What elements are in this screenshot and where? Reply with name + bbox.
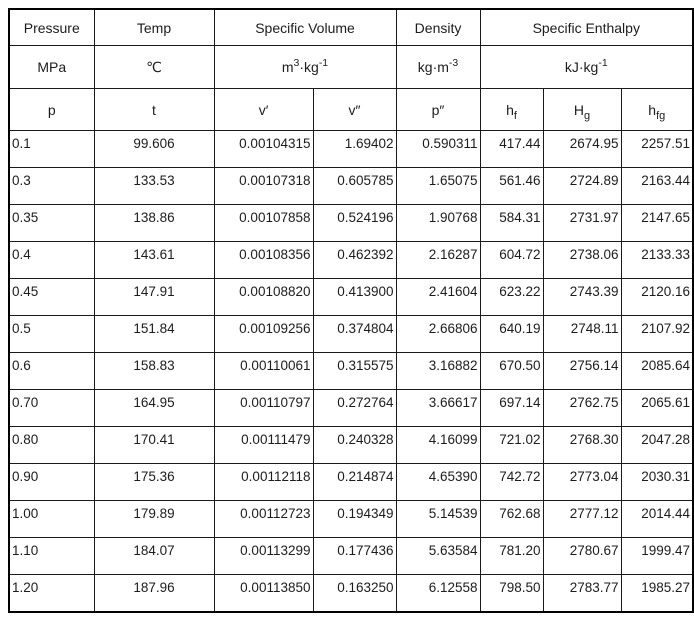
cell-v-prime: 0.00112723 — [214, 501, 313, 538]
col-header-density: Density — [396, 9, 480, 46]
cell-v-double-prime: 0.240328 — [313, 427, 396, 464]
unit-volume-sup2: -1 — [318, 57, 329, 69]
cell-p: 0.4 — [9, 242, 94, 279]
cell-hfg: 2107.92 — [621, 316, 693, 353]
unit-volume-base2: ·kg — [299, 59, 319, 75]
cell-hg: 2783.77 — [543, 575, 621, 612]
cell-hfg: 2047.28 — [621, 427, 693, 464]
cell-rho-double-prime: 0.590311 — [396, 131, 480, 168]
symbol-rho-double-prime: p″ — [396, 89, 480, 131]
unit-temp: ℃ — [94, 46, 214, 89]
cell-hf: 640.19 — [480, 316, 543, 353]
table-row — [9, 501, 693, 538]
symbol-hf — [480, 89, 543, 131]
cell-v-double-prime: 0.163250 — [313, 575, 396, 612]
cell-rho-double-prime: 1.90768 — [396, 205, 480, 242]
cell-p: 0.35 — [9, 205, 94, 242]
cell-hf: 584.31 — [480, 205, 543, 242]
unit-pressure: MPa — [9, 46, 94, 89]
cell-rho-double-prime: 4.65390 — [396, 464, 480, 501]
unit-density-base: kg·m — [417, 59, 449, 75]
table-row — [9, 316, 693, 353]
cell-hf: 798.50 — [480, 575, 543, 612]
cell-p: 0.90 — [9, 464, 94, 501]
col-header-pressure: Pressure — [9, 9, 94, 46]
unit-volume-sup1: 3 — [293, 57, 300, 69]
cell-v-prime: 0.00108820 — [214, 279, 313, 316]
cell-t: 99.606 — [94, 131, 214, 168]
cell-hfg: 2147.65 — [621, 205, 693, 242]
cell-hg: 2756.14 — [543, 353, 621, 390]
cell-hfg: 2030.31 — [621, 464, 693, 501]
cell-hf: 561.46 — [480, 168, 543, 205]
cell-p: 0.45 — [9, 279, 94, 316]
cell-hg: 2780.67 — [543, 538, 621, 575]
cell-hfg: 2257.51 — [621, 131, 693, 168]
unit-density-sup: -3 — [448, 57, 459, 69]
cell-v-prime: 0.00107858 — [214, 205, 313, 242]
symbol-hfg-sub: fg — [656, 109, 666, 122]
header-row-units — [9, 46, 693, 89]
cell-t: 179.89 — [94, 501, 214, 538]
cell-v-prime: 0.00113850 — [214, 575, 313, 612]
symbol-hfg — [621, 89, 693, 131]
cell-hf: 670.50 — [480, 353, 543, 390]
col-header-specific-enthalpy: Specific Enthalpy — [480, 9, 693, 46]
cell-rho-double-prime: 2.16287 — [396, 242, 480, 279]
cell-t: 147.91 — [94, 279, 214, 316]
cell-p: 1.10 — [9, 538, 94, 575]
cell-hg: 2762.75 — [543, 390, 621, 427]
table-row — [9, 464, 693, 501]
cell-hg: 2768.30 — [543, 427, 621, 464]
cell-v-prime: 0.00110061 — [214, 353, 313, 390]
cell-hg: 2674.95 — [543, 131, 621, 168]
cell-hf: 623.22 — [480, 279, 543, 316]
symbol-v-double-prime: v″ — [313, 89, 396, 131]
cell-v-double-prime: 0.272764 — [313, 390, 396, 427]
table-row — [9, 242, 693, 279]
cell-t: 184.07 — [94, 538, 214, 575]
cell-v-double-prime: 0.462392 — [313, 242, 396, 279]
cell-hg: 2748.11 — [543, 316, 621, 353]
cell-t: 143.61 — [94, 242, 214, 279]
cell-hfg: 2014.44 — [621, 501, 693, 538]
symbol-hfg-base: h — [648, 101, 657, 118]
cell-hf: 417.44 — [480, 131, 543, 168]
cell-hfg: 2065.61 — [621, 390, 693, 427]
cell-hf: 762.68 — [480, 501, 543, 538]
symbol-hg-base: H — [573, 101, 585, 118]
cell-v-prime: 0.00104315 — [214, 131, 313, 168]
cell-rho-double-prime: 2.41604 — [396, 279, 480, 316]
col-header-temp: Temp — [94, 9, 214, 46]
cell-rho-double-prime: 5.14539 — [396, 501, 480, 538]
table-row — [9, 390, 693, 427]
symbol-hf-sub: f — [513, 109, 517, 122]
cell-v-double-prime: 1.69402 — [313, 131, 396, 168]
cell-hf: 604.72 — [480, 242, 543, 279]
cell-v-prime: 0.00107318 — [214, 168, 313, 205]
table-row — [9, 131, 693, 168]
cell-p: 0.5 — [9, 316, 94, 353]
symbol-v-prime: v′ — [214, 89, 313, 131]
cell-hfg: 2120.16 — [621, 279, 693, 316]
cell-t: 187.96 — [94, 575, 214, 612]
cell-v-double-prime: 0.194349 — [313, 501, 396, 538]
cell-p: 0.80 — [9, 427, 94, 464]
table-row — [9, 205, 693, 242]
cell-rho-double-prime: 5.63584 — [396, 538, 480, 575]
cell-p: 0.3 — [9, 168, 94, 205]
cell-rho-double-prime: 3.16882 — [396, 353, 480, 390]
table-row — [9, 279, 693, 316]
cell-v-double-prime: 0.605785 — [313, 168, 396, 205]
cell-v-double-prime: 0.524196 — [313, 205, 396, 242]
table-row — [9, 575, 693, 612]
cell-p: 0.6 — [9, 353, 94, 390]
cell-hg: 2738.06 — [543, 242, 621, 279]
cell-hfg: 2085.64 — [621, 353, 693, 390]
cell-t: 164.95 — [94, 390, 214, 427]
cell-v-double-prime: 0.177436 — [313, 538, 396, 575]
header-row-symbols — [9, 89, 693, 131]
header-row-titles — [9, 9, 693, 46]
cell-v-double-prime: 0.214874 — [313, 464, 396, 501]
cell-hf: 697.14 — [480, 390, 543, 427]
cell-v-prime: 0.00112118 — [214, 464, 313, 501]
table-row — [9, 353, 693, 390]
cell-t: 133.53 — [94, 168, 214, 205]
cell-rho-double-prime: 3.66617 — [396, 390, 480, 427]
cell-hfg: 2163.44 — [621, 168, 693, 205]
cell-hg: 2731.97 — [543, 205, 621, 242]
cell-rho-double-prime: 6.12558 — [396, 575, 480, 612]
cell-t: 175.36 — [94, 464, 214, 501]
cell-hg: 2724.89 — [543, 168, 621, 205]
cell-hf: 742.72 — [480, 464, 543, 501]
cell-hg: 2777.12 — [543, 501, 621, 538]
col-header-specific-volume: Specific Volume — [214, 9, 396, 46]
table-row — [9, 168, 693, 205]
cell-v-double-prime: 0.315575 — [313, 353, 396, 390]
unit-volume-base1: m — [281, 59, 294, 75]
cell-p: 0.1 — [9, 131, 94, 168]
table-row — [9, 538, 693, 575]
cell-p: 0.70 — [9, 390, 94, 427]
symbol-hg-sub: g — [584, 109, 591, 122]
unit-enthalpy-base: kJ·kg — [564, 59, 599, 75]
unit-specific-volume — [214, 46, 396, 89]
cell-hfg: 2133.33 — [621, 242, 693, 279]
cell-v-prime: 0.00109256 — [214, 316, 313, 353]
cell-p: 1.00 — [9, 501, 94, 538]
cell-v-prime: 0.00110797 — [214, 390, 313, 427]
unit-enthalpy-sup: -1 — [598, 57, 608, 69]
symbol-hg — [543, 89, 621, 131]
cell-hg: 2743.39 — [543, 279, 621, 316]
cell-rho-double-prime: 2.66806 — [396, 316, 480, 353]
cell-v-prime: 0.00108356 — [214, 242, 313, 279]
cell-v-double-prime: 0.374804 — [313, 316, 396, 353]
symbol-temp: t — [94, 89, 214, 131]
cell-hfg: 1985.27 — [621, 575, 693, 612]
cell-t: 158.83 — [94, 353, 214, 390]
table-row — [9, 427, 693, 464]
cell-v-prime: 0.00111479 — [214, 427, 313, 464]
cell-v-prime: 0.00113299 — [214, 538, 313, 575]
cell-t: 151.84 — [94, 316, 214, 353]
table-body — [9, 131, 693, 612]
cell-hf: 721.02 — [480, 427, 543, 464]
cell-v-double-prime: 0.413900 — [313, 279, 396, 316]
symbol-pressure: p — [9, 89, 94, 131]
cell-hfg: 1999.47 — [621, 538, 693, 575]
cell-hg: 2773.04 — [543, 464, 621, 501]
unit-enthalpy — [480, 46, 693, 89]
cell-hf: 781.20 — [480, 538, 543, 575]
saturated-steam-table — [8, 8, 694, 613]
unit-density — [396, 46, 480, 89]
cell-rho-double-prime: 1.65075 — [396, 168, 480, 205]
symbol-hf-base: h — [506, 101, 514, 118]
cell-t: 170.41 — [94, 427, 214, 464]
cell-t: 138.86 — [94, 205, 214, 242]
cell-rho-double-prime: 4.16099 — [396, 427, 480, 464]
cell-p: 1.20 — [9, 575, 94, 612]
